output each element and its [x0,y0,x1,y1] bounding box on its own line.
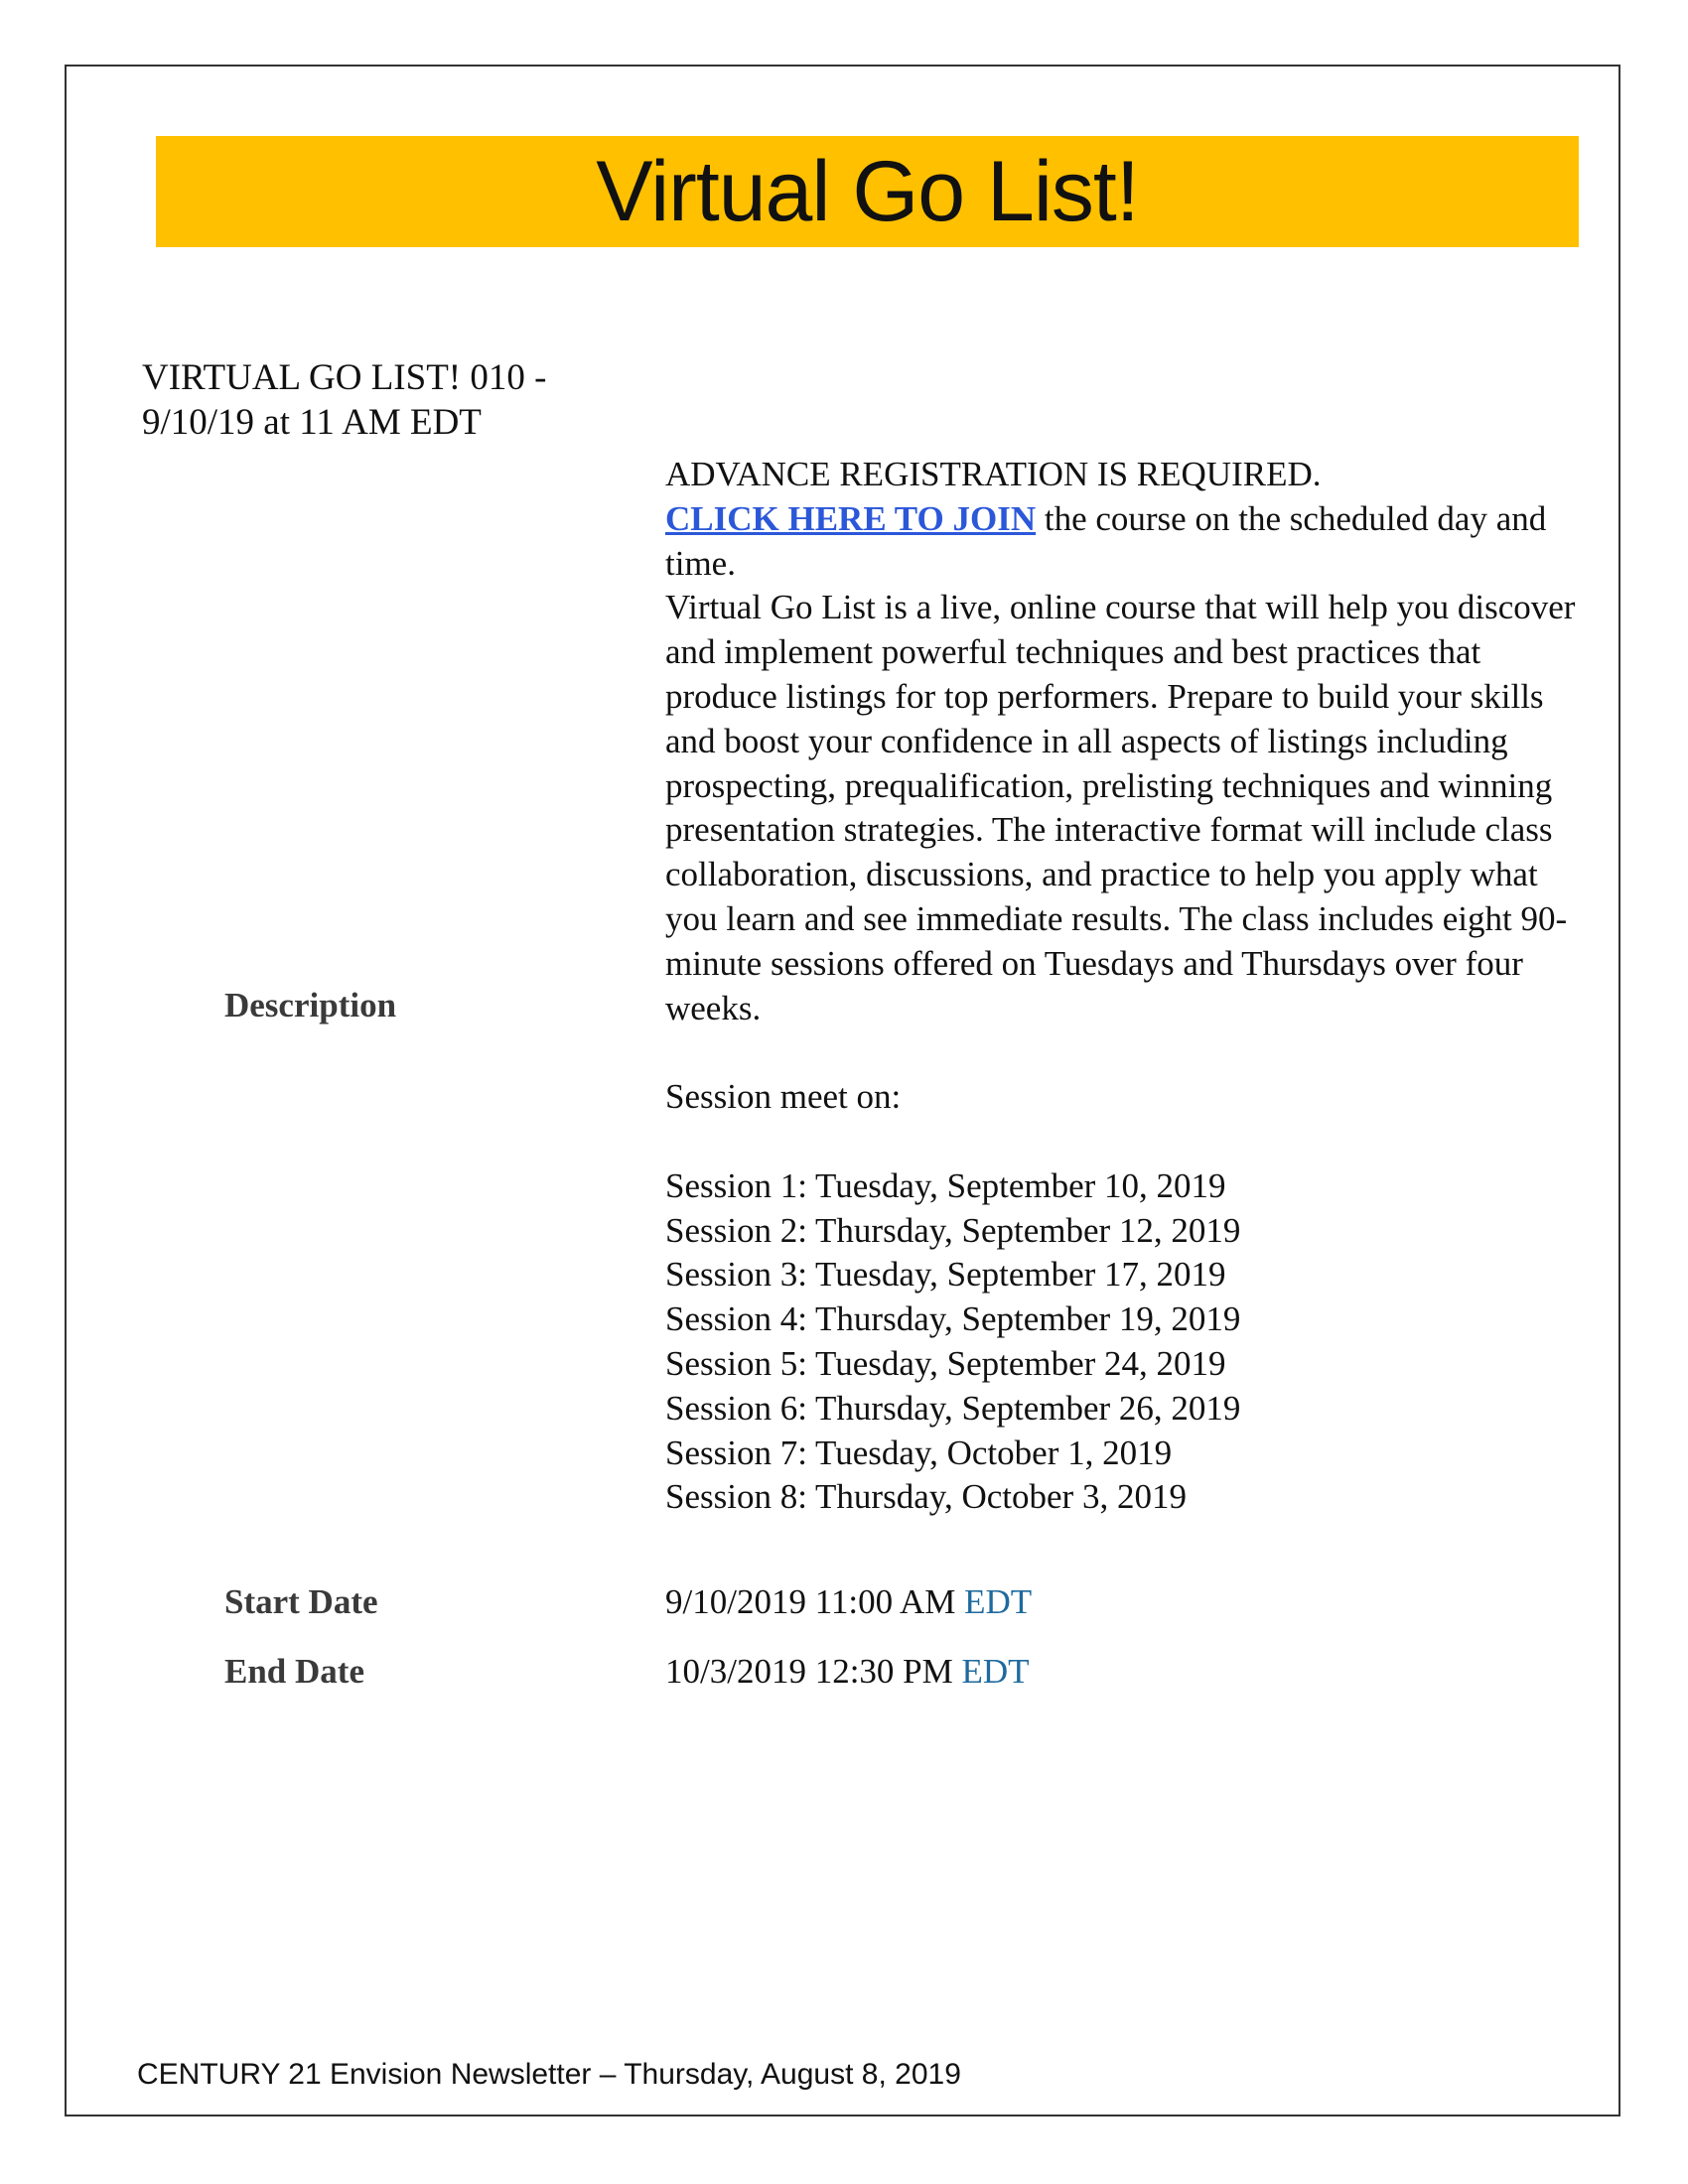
sessions-intro: Session meet on: [665,1077,902,1117]
page-title: Virtual Go List! [596,143,1139,239]
session-item: Session 1: Tuesday, September 10, 2019 [665,1165,1226,1205]
newsletter-footer: CENTURY 21 Envision Newsletter – Thursday, August 8, 2019 [137,2058,961,2091]
title-banner [156,136,1579,247]
session-list [665,1164,1579,1520]
join-paragraph [665,497,1579,587]
end-date-text: 10/3/2019 12:30 PM [665,1652,962,1691]
start-date-text: 9/10/2019 11:00 AM [665,1582,965,1621]
spacer [665,1030,1579,1075]
session-item: Session 6: Thursday, September 26, 2019 [665,1388,1241,1428]
session-item: Session 3: Tuesday, September 17, 2019 [665,1255,1226,1295]
start-date-value [665,1582,1032,1622]
session-item: Session 5: Tuesday, September 24, 2019 [665,1343,1226,1383]
spacer [665,1120,1579,1164]
session-item: Session 4: Thursday, September 19, 2019 [665,1299,1241,1339]
session-item: Session 7: Tuesday, October 1, 2019 [665,1433,1173,1472]
description-body [665,453,1579,1520]
start-date-label: Start Date [224,1582,378,1621]
end-timezone: EDT [961,1652,1030,1691]
end-date-value [665,1652,1030,1692]
join-suffix: the course on the scheduled day and time. [665,498,1547,583]
course-description: Virtual Go List is a live, online course that will help you discover and implement powerful techniques and best practices that produce listings for top performers. Prepare to build your skills and boost your confidence in all aspects of listings including prospecting, prequalification, prelisting techniques and winning presentation strategies. The interactive format will include class collaboration, discussions, and practice to help you apply what you learn and see immediate results. The class includes eight 90-minute sessions offered on Tuesdays and Thursdays over four weeks. [665,588,1576,1027]
join-link[interactable]: CLICK HERE TO JOIN [665,498,1037,538]
description-label: Description [224,986,397,1024]
event-title-line-1: VIRTUAL GO LIST! 010 - [142,357,547,398]
event-title [142,355,658,445]
session-item: Session 8: Thursday, October 3, 2019 [665,1477,1187,1517]
event-title-line-2: 9/10/19 at 11 AM EDT [142,402,482,443]
end-date-label: End Date [224,1652,364,1691]
start-timezone: EDT [964,1582,1033,1621]
registration-notice: ADVANCE REGISTRATION IS REQUIRED. [665,455,1322,493]
session-item: Session 2: Thursday, September 12, 2019 [665,1210,1241,1250]
